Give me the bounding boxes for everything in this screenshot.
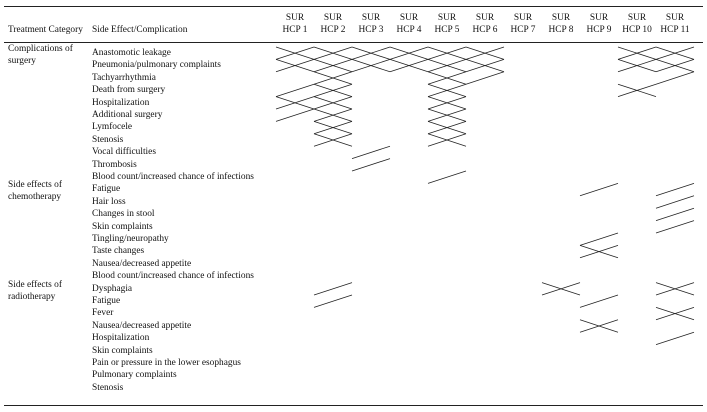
- side-effect-label: Stenosis: [92, 134, 124, 145]
- column-header-line2: HCP 4: [396, 25, 422, 35]
- header-category: Treatment Category: [8, 25, 83, 35]
- side-effect-label: Lymfocele: [92, 122, 133, 133]
- column-header-line1: SUR: [665, 13, 685, 23]
- column-header-line2: HCP 5: [434, 25, 460, 35]
- mark-slash: [314, 283, 352, 295]
- side-effect-label: Nausea/decreased appetite: [92, 258, 192, 269]
- header-side-effect: Side Effect/Complication: [92, 25, 188, 35]
- column-header-line2: HCP 1: [282, 25, 308, 35]
- side-effect-label: Hospitalization: [92, 97, 150, 108]
- column-header-line1: SUR: [285, 13, 305, 23]
- mark-slash: [656, 208, 694, 220]
- side-effect-label: Blood count/increased chance of infections: [92, 271, 254, 282]
- column-header-line2: HCP 10: [622, 25, 652, 35]
- mark-slash: [656, 196, 694, 208]
- category-label: Side effects of radiotherapy: [8, 279, 62, 302]
- side-effect-label: Taste changes: [92, 246, 145, 257]
- column-header-line2: HCP 9: [586, 25, 612, 35]
- mark-slash: [466, 72, 504, 84]
- column-header-line1: SUR: [323, 13, 343, 23]
- column-header-line2: HCP 3: [358, 25, 384, 35]
- side-effect-label: Nausea/decreased appetite: [92, 320, 192, 331]
- column-header-line2: HCP 6: [472, 25, 498, 35]
- side-effect-label: Additional surgery: [92, 110, 163, 120]
- mark-slash: [276, 109, 314, 121]
- side-effect-label: Tingling/neuropathy: [92, 234, 169, 244]
- column-header-line1: SUR: [589, 13, 609, 23]
- side-effect-label: Skin complaints: [92, 221, 153, 232]
- side-effect-label: Fatigue: [92, 296, 121, 306]
- mark-slash: [580, 295, 618, 307]
- column-header-line1: SUR: [361, 13, 381, 23]
- mark-slash: [656, 221, 694, 233]
- side-effect-label: Fatigue: [92, 184, 121, 195]
- column-header-line2: HCP 11: [660, 25, 690, 35]
- mark-slash: [580, 233, 618, 245]
- mark-slash: [656, 72, 694, 84]
- side-effect-label: Blood count/increased chance of infections: [92, 172, 254, 182]
- column-header-line2: HCP 2: [320, 25, 346, 35]
- side-effect-label: Thrombosis: [92, 159, 137, 170]
- side-effect-label: Vocal difficulties: [92, 147, 156, 158]
- mark-slash: [428, 171, 466, 183]
- mark-slash: [656, 183, 694, 195]
- mark-slash: [580, 183, 618, 195]
- column-header-line1: SUR: [627, 13, 647, 23]
- column-header-line1: SUR: [551, 13, 571, 23]
- side-effect-label: Hair loss: [92, 196, 126, 207]
- side-effect-label: Pain or pressure in the lower esophagus: [92, 358, 241, 368]
- category-label: Side effects of chemotherapy: [8, 180, 62, 203]
- column-header-line1: SUR: [475, 13, 495, 23]
- column-header-line2: HCP 8: [548, 25, 574, 35]
- side-effect-label: Anastomotic leakage: [92, 48, 171, 58]
- side-effect-label: Stenosis: [92, 382, 124, 393]
- mark-slash: [656, 332, 694, 344]
- side-effect-label: Pulmonary complaints: [92, 370, 177, 381]
- column-header-line1: SUR: [513, 13, 533, 23]
- side-effect-label: Dysphagia: [92, 283, 133, 294]
- column-header-line1: SUR: [437, 13, 457, 23]
- side-effect-label: Skin complaints: [92, 345, 153, 356]
- side-effect-label: Tachyarrhythmia: [92, 72, 156, 83]
- side-effect-label: Hospitalization: [92, 333, 150, 344]
- mark-slash: [276, 84, 314, 96]
- side-effect-label: Changes in stool: [92, 209, 155, 220]
- side-effect-label: Fever: [92, 308, 114, 319]
- column-header-line2: HCP 7: [510, 25, 536, 35]
- category-label: Complications of surgery: [8, 44, 73, 66]
- side-effect-label: Death from surgery: [92, 85, 166, 96]
- mark-slash: [352, 146, 390, 158]
- side-effect-label: Pneumonia/pulmonary complaints: [92, 60, 221, 71]
- mark-slash: [314, 295, 352, 307]
- column-header-line1: SUR: [399, 13, 419, 23]
- mark-slash: [352, 159, 390, 171]
- table-bottom-rule: [4, 405, 703, 406]
